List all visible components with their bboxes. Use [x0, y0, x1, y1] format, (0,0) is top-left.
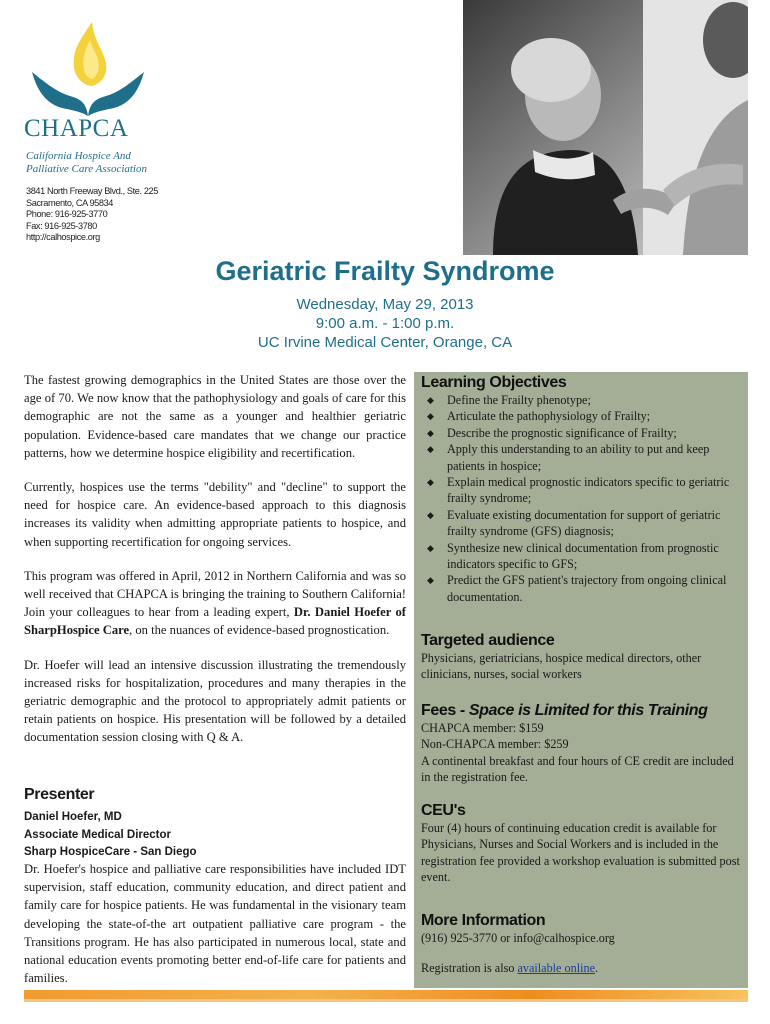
bullet-icon: ◆: [427, 444, 434, 455]
list-item: [421, 408, 743, 424]
chapca-logo: [22, 20, 152, 130]
ceus-text: Four (4) hours of continuing education credit is available for Physicians, Nurses and Social Workers and is included in the registration fee provided a workshop evaluation is submitted post event.: [421, 821, 740, 885]
bullet-icon: ◆: [427, 542, 434, 553]
fax-line: Fax: 916-925-3780: [26, 220, 97, 231]
list-item: [421, 507, 743, 540]
objectives-heading: Learning Objectives: [421, 374, 567, 391]
org-tagline: [26, 150, 147, 176]
address-line: Sacramento, CA 95834: [26, 197, 113, 208]
phone-line: Phone: 916-925-3770: [26, 209, 108, 219]
intro-paragraph: The fastest growing demographics in the United States are those over the age of 70. We now know that the pathophysiology and goals of care for this demographic are not the same as a younger and healthier geriatric population. Evidence-based care mandates that we change our practice patterns, how we determine hospice eligibility and recertification.: [24, 373, 406, 460]
intro-paragraph: [24, 567, 406, 640]
presenter-bio: Dr. Hoefer's hospice and palliative care responsibilities have included IDT supervision, staff education, community education, and direct patient and family care for hospice patients. He was fundamental in the visionary team developing the state-of-the art outpatient palliative care program - the Transitions program. He has also participated in numerous local, state and national education events promoting better end-of-life care for patients and families.: [24, 862, 406, 986]
intro-text: [24, 371, 406, 763]
event-location: UC Irvine Medical Center, Orange, CA: [257, 334, 513, 351]
presenter-mention: Dr. Daniel Hoefer of SharpHospice Care: [24, 605, 406, 638]
objective-text: Explain medical prognostic indicators specific to geriatric frailty syndrome;: [447, 475, 730, 506]
bullet-icon: ◆: [427, 411, 434, 422]
bullet-icon: ◆: [427, 575, 434, 586]
fee-member: CHAPCA member: $159: [421, 721, 544, 735]
list-item: [421, 540, 743, 573]
list-item: [421, 474, 743, 507]
info-panel: [414, 372, 748, 988]
bullet-icon: ◆: [427, 509, 434, 520]
contact-info: (916) 925-3770 or info@calhospice.org: [421, 931, 615, 945]
bullet-icon: ◆: [427, 395, 434, 405]
bullet-icon: ◆: [427, 477, 434, 488]
event-time: 9:00 a.m. - 1:00 p.m.: [315, 315, 455, 332]
registration-line: [421, 960, 743, 976]
address-block: [26, 186, 158, 244]
fees-heading-emphasis: Space is Limited for this Training: [468, 702, 708, 719]
footer-stripe: [24, 990, 748, 999]
objective-text: Evaluate existing documentation for support of geriatric frailty syndrome (GFS) diagnosis;: [447, 507, 721, 539]
intro-text-span: This program was offered in April, 2012 in Northern California and was so well received that CHAPCA is bringing the training to Southern California! Join your colleagues to hear from a leading expert,: [24, 568, 406, 620]
org-tagline-line1: California Hospice And: [26, 150, 131, 162]
objective-text: Describe the prognostic significance of Frailty;: [447, 425, 677, 440]
objectives-list: [421, 392, 743, 605]
fee-note: A continental breakfast and four hours of CE credit are included in the registration fee.: [421, 753, 734, 785]
presenter-role: Associate Medical Director: [24, 829, 172, 841]
objective-text: Apply this understanding to an ability to put and keep patients in hospice;: [447, 442, 710, 473]
fees-heading: [421, 702, 743, 720]
objective-text: Predict the GFS patient's trajectory from ongoing clinical documentation.: [447, 573, 727, 604]
audience-text: Physicians, geriatricians, hospice medical directors, other clinicians, nurses, social workers: [421, 651, 702, 682]
objective-text: Articulate the pathophysiology of Frailty;: [447, 409, 651, 424]
registration-text: .: [594, 961, 599, 976]
presenter-heading: Presenter: [24, 786, 95, 803]
intro-paragraph: Currently, hospices use the terms "debility" and "decline" to support the need for hospice care. An evidence-based approach to this diagnosis increases its validity when admitting appropriate patients to hospice, and when supporting recertification for ongoing services.: [24, 480, 406, 549]
ceus-heading: CEU's: [421, 802, 466, 819]
event-date: Wednesday, May 29, 2013: [296, 296, 474, 313]
more-info-heading: More Information: [421, 912, 546, 929]
org-tagline-line2: Palliative Care Association: [26, 163, 147, 175]
event-title: Geriatric Frailty Syndrome: [215, 256, 555, 286]
audience-heading: Targeted audience: [421, 632, 555, 649]
registration-link[interactable]: available online: [517, 961, 595, 976]
list-item: [421, 425, 743, 441]
objective-text: Synthesize new clinical documentation from prognostic indicators specific to GFS;: [447, 540, 719, 572]
list-item: [421, 572, 743, 605]
registration-text: Registration is also: [421, 961, 518, 976]
address-line: 3841 North Freeway Blvd., Ste. 225: [26, 186, 158, 196]
presenter-block: [24, 808, 406, 987]
objective-text: Define the Frailty phenotype;: [447, 393, 591, 407]
presenter-name: Daniel Hoefer, MD: [24, 811, 122, 823]
website-line: http://calhospice.org: [26, 232, 100, 242]
fee-nonmember: Non-CHAPCA member: $259: [421, 737, 569, 752]
intro-text-span: , on the nuances of evidence-based prognostication.: [129, 623, 390, 638]
bullet-icon: ◆: [427, 427, 434, 438]
presenter-org: Sharp HospiceCare - San Diego: [24, 846, 197, 858]
footer-stripe-shadow: [24, 999, 748, 1002]
caregiver-photo: [463, 0, 748, 255]
fees-heading-label: Fees -: [421, 702, 469, 719]
intro-paragraph: Dr. Hoefer will lead an intensive discussion illustrating the tremendously increased risks for hospitalization, procedures and many therapies in the geriatric demographic and the protocol to appropriately admit patients or retain patients on hospice. His presentation will be followed by a detailed documentation session closing with Q & A.: [24, 657, 406, 745]
list-item: [421, 392, 743, 408]
list-item: [421, 441, 743, 474]
org-name: CHAPCA: [24, 115, 129, 142]
